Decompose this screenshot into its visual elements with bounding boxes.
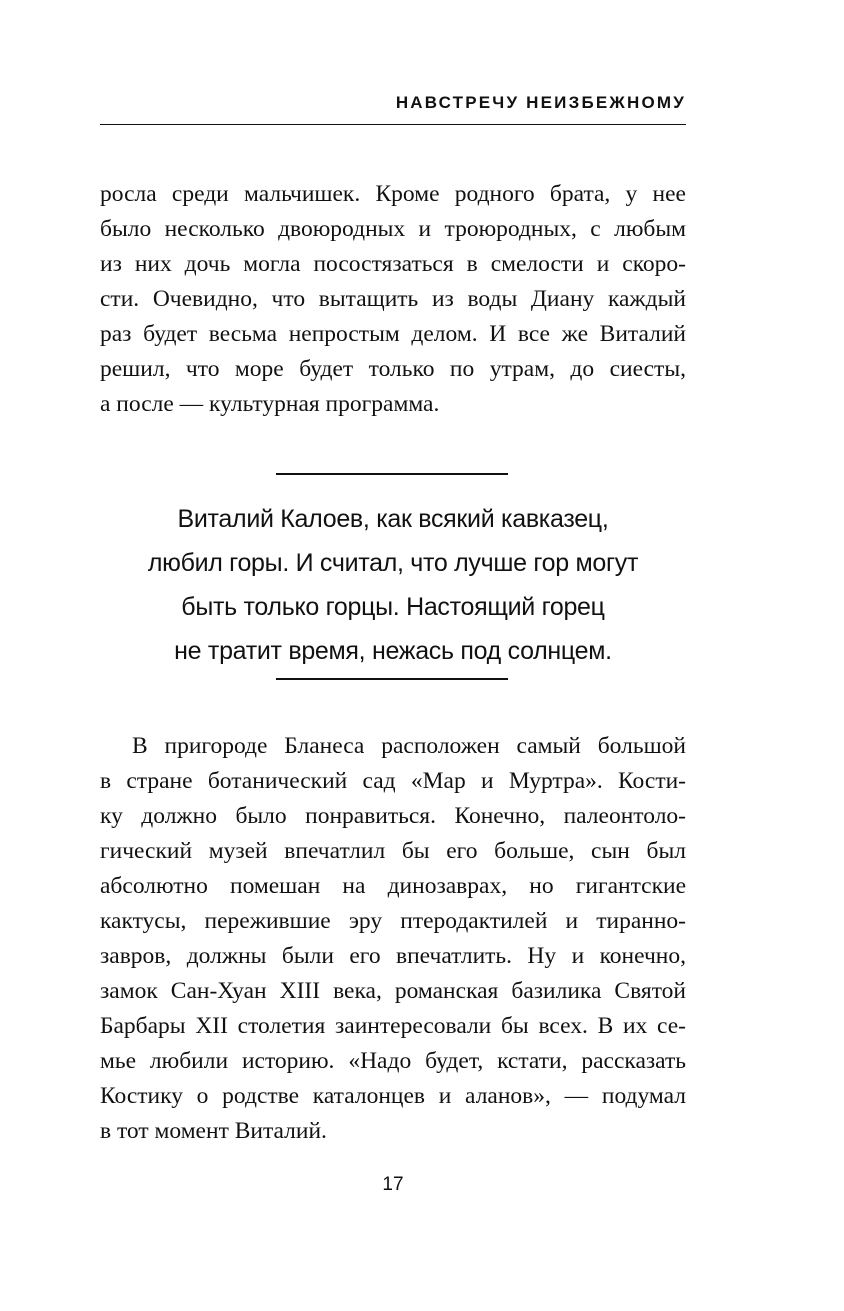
text-line: было несколько двоюродных и троюродных, с любым — [100, 216, 686, 242]
text-line: завров, должны были его впечатлить. Ну и конечно, — [100, 943, 686, 969]
text-line: абсолютно помешан на динозаврах, но гигантские — [100, 873, 686, 899]
text-line: в тот момент Виталий. — [100, 1118, 327, 1144]
text-line: В пригороде Бланеса расположен самый большой — [132, 733, 686, 759]
running-title: НАВСТРЕЧУ НЕИЗБЕЖНОМУ — [395, 93, 686, 112]
pull-quote-line: Виталий Калоев, как всякий кавказец, — [177, 505, 609, 533]
text-line: раз будет весьма непростым делом. И все же Виталий — [100, 321, 686, 347]
paragraph-2 — [100, 729, 686, 1149]
text-line: гический музей впечатлил бы его больше, сын был — [100, 838, 686, 864]
text-line: Барбары XII столетия заинтересовали бы всех. В их се- — [100, 1013, 686, 1039]
pull-quote-line: любил горы. И считал, что лучше гор могут — [147, 549, 639, 577]
text-line: мье любили историю. «Надо будет, кстати, рассказать — [100, 1048, 686, 1074]
header-rule — [100, 124, 686, 125]
text-line: решил, что море будет только по утрам, до сиесты, — [100, 356, 686, 382]
pull-quote-bottom-rule — [276, 678, 508, 680]
paragraph-1 — [100, 177, 686, 422]
text-line: ку должно было понравиться. Конечно, палеонтоло- — [100, 803, 686, 829]
pull-quote — [100, 497, 686, 673]
pull-quote-line: быть только горцы. Настоящий горец — [181, 593, 605, 621]
text-line: а после — культурная программа. — [100, 391, 440, 417]
text-line: кактусы, пережившие эру птеродактилей и тиранно- — [100, 908, 686, 934]
text-line: сти. Очевидно, что вытащить из воды Диану каждый — [100, 286, 686, 312]
text-line: в стране ботанический сад «Мар и Муртра». Кости- — [100, 768, 686, 794]
text-line: росла среди мальчишек. Кроме родного брата, у нее — [100, 181, 686, 207]
pull-quote-top-rule — [276, 473, 508, 475]
text-line: замок Сан-Хуан XIII века, романская базилика Святой — [100, 978, 686, 1004]
text-line: из них дочь могла посостязаться в смелости и скоро- — [100, 251, 686, 277]
page-number: 17 — [382, 1174, 404, 1195]
text-line: Костику о родстве каталонцев и аланов», — подумал — [100, 1083, 686, 1109]
pull-quote-line: не тратит время, нежась под солнцем. — [174, 637, 612, 665]
